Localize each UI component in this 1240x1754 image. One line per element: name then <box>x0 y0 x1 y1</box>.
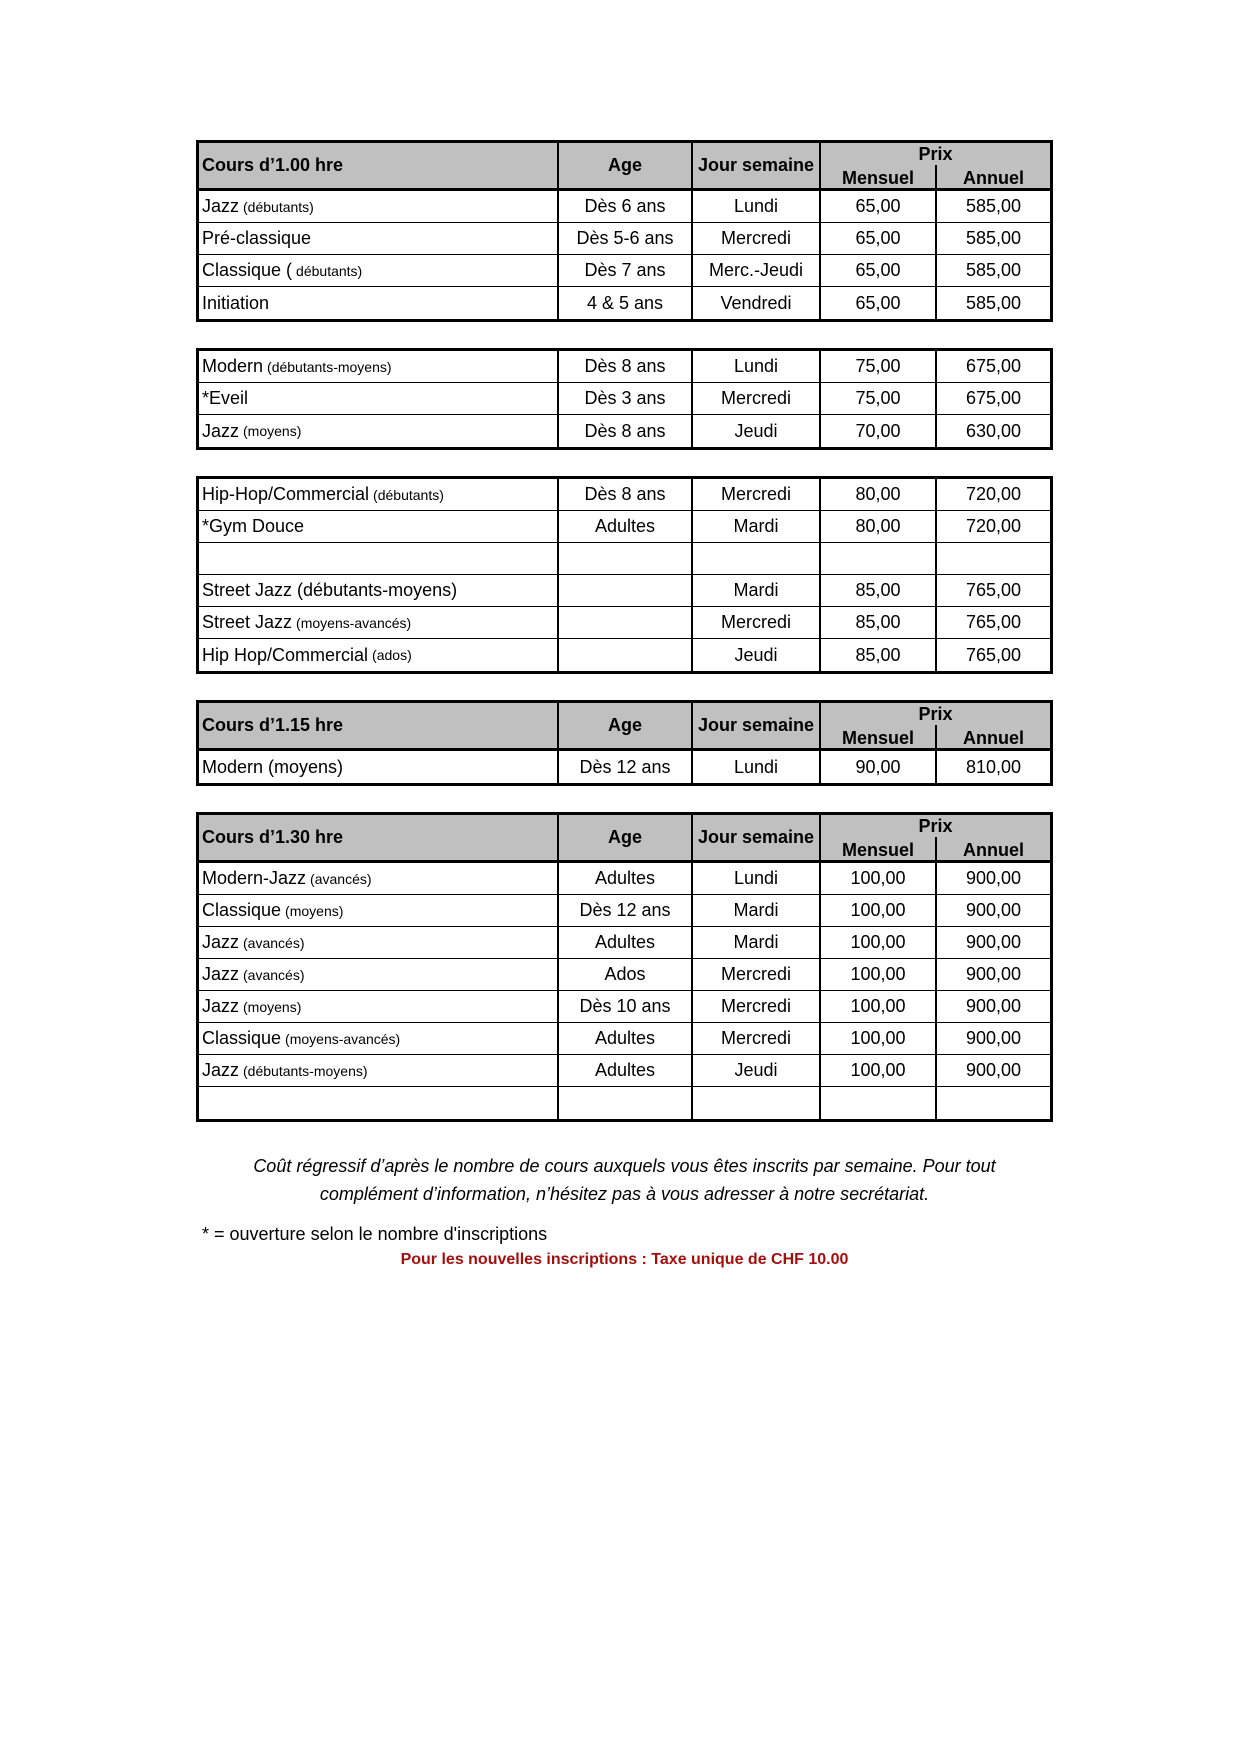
course-level: (ados) <box>372 647 412 663</box>
jour-header: Jour semaine <box>693 703 821 748</box>
table-row <box>199 607 1050 639</box>
course-level: (moyens) <box>285 902 344 919</box>
age-cell: Dès 10 ans <box>559 991 693 1022</box>
table-body <box>199 863 1050 1119</box>
jour-cell: Vendredi <box>693 287 821 319</box>
mensuel-cell: 75,00 <box>821 351 937 382</box>
course-name-cell <box>199 751 559 783</box>
age-header: Age <box>559 703 693 748</box>
annuel-cell: 900,00 <box>965 1028 1022 1048</box>
annuel-cell: 585,00 <box>965 292 1022 313</box>
course-name: Classique <box>202 1028 282 1048</box>
table-row <box>199 639 1050 671</box>
pricing-note-line-2: complément d’information, n’hésitez pas à vous adresser à notre secrétariat. <box>319 1184 930 1204</box>
mensuel-header: Mensuel <box>821 837 937 860</box>
prix-header <box>821 815 1050 860</box>
table-row <box>199 351 1050 383</box>
table-row <box>199 751 1050 783</box>
price-table-1h-group-2 <box>196 348 1053 450</box>
price-table-1h <box>196 140 1053 322</box>
course-level: (débutants-moyens) <box>243 1062 368 1079</box>
age-cell: Dès 12 ans <box>559 751 693 783</box>
table-row <box>199 191 1050 223</box>
table-row <box>199 991 1050 1023</box>
jour-cell: Mardi <box>693 895 821 926</box>
age-cell: Dès 6 ans <box>559 191 693 222</box>
course-header: Cours d’1.15 hre <box>199 703 559 748</box>
mensuel-header: Mensuel <box>821 725 937 748</box>
age-cell <box>559 639 693 671</box>
age-header: Age <box>559 143 693 188</box>
pricing-note <box>196 1152 1053 1208</box>
age-cell <box>559 543 693 574</box>
price-table-1h15 <box>196 700 1053 786</box>
table-row <box>199 959 1050 991</box>
mensuel-cell: 85,00 <box>821 607 937 638</box>
course-level: (débutants) <box>243 198 314 215</box>
table-header <box>199 815 1050 863</box>
table-row <box>199 575 1050 607</box>
price-table-1h-group-3 <box>196 476 1053 674</box>
course-level: (avancés) <box>310 870 372 887</box>
jour-header: Jour semaine <box>693 815 821 860</box>
prix-label: Prix <box>918 816 953 836</box>
table-row <box>199 383 1050 415</box>
mensuel-cell: 75,00 <box>821 383 937 414</box>
course-name-cell <box>199 479 559 510</box>
course-level: (moyens) <box>243 998 302 1015</box>
table-body-group-3 <box>199 479 1050 671</box>
annuel-cell: 675,00 <box>965 356 1022 376</box>
jour-cell: Jeudi <box>693 415 821 447</box>
mensuel-cell: 100,00 <box>821 927 937 958</box>
annuel-cell: 900,00 <box>965 1060 1022 1080</box>
course-name: Street Jazz (débutants-moyens) <box>202 580 458 600</box>
jour-cell: Mercredi <box>693 991 821 1022</box>
jour-cell: Mardi <box>693 511 821 542</box>
mensuel-cell: 80,00 <box>821 511 937 542</box>
course-name-cell <box>199 255 559 286</box>
age-cell <box>559 1087 693 1119</box>
jour-cell: Mercredi <box>693 223 821 254</box>
course-name: Hip Hop/Commercial <box>202 644 369 665</box>
table-body-group-2 <box>199 351 1050 447</box>
course-name-cell <box>199 191 559 222</box>
age-cell: Dès 8 ans <box>559 415 693 447</box>
annuel-cell: 765,00 <box>965 644 1022 665</box>
age-cell <box>559 607 693 638</box>
mensuel-cell: 100,00 <box>821 863 937 894</box>
jour-cell: Mercredi <box>693 479 821 510</box>
mensuel-cell: 100,00 <box>821 959 937 990</box>
table-row <box>199 863 1050 895</box>
jour-cell: Mardi <box>693 575 821 606</box>
course-level: (débutants) <box>373 486 444 503</box>
jour-cell: Jeudi <box>693 1055 821 1086</box>
age-cell: Dès 3 ans <box>559 383 693 414</box>
jour-header: Jour semaine <box>693 143 821 188</box>
table-body <box>199 751 1050 783</box>
age-cell: Adultes <box>559 927 693 958</box>
course-name: Jazz <box>202 1060 240 1080</box>
table-row <box>199 223 1050 255</box>
course-name-cell <box>199 287 559 319</box>
mensuel-cell: 100,00 <box>821 1055 937 1086</box>
pricing-note-line-1: Coût régressif d’après le nombre de cours auxquels vous êtes inscrits par semaine. Pour tout <box>253 1156 996 1176</box>
prix-header <box>821 143 1050 188</box>
mensuel-cell: 100,00 <box>821 895 937 926</box>
course-name-cell <box>199 415 559 447</box>
mensuel-cell: 65,00 <box>821 287 937 319</box>
course-name-cell <box>199 543 559 574</box>
prix-label: Prix <box>918 144 953 164</box>
table-header <box>199 143 1050 191</box>
age-cell: Adultes <box>559 863 693 894</box>
course-name: Jazz <box>202 932 240 952</box>
course-name-cell <box>199 639 559 671</box>
jour-cell: Jeudi <box>693 639 821 671</box>
course-level: (débutants-moyens) <box>267 358 392 375</box>
course-name-cell <box>199 575 559 606</box>
course-name: *Gym Douce <box>202 516 305 536</box>
mensuel-cell: 80,00 <box>821 479 937 510</box>
jour-cell: Lundi <box>693 863 821 894</box>
annuel-cell: 630,00 <box>965 420 1022 441</box>
course-name: Classique ( <box>202 260 293 280</box>
table-header <box>199 703 1050 751</box>
course-level: (moyens-avancés) <box>285 1030 401 1047</box>
table-row <box>199 255 1050 287</box>
course-name-cell <box>199 607 559 638</box>
mensuel-cell: 85,00 <box>821 575 937 606</box>
prix-header <box>821 703 1050 748</box>
course-name: Initiation <box>202 292 270 313</box>
course-name-cell <box>199 895 559 926</box>
table-row <box>199 927 1050 959</box>
asterisk-note: * = ouverture selon le nombre d'inscriptions <box>202 1224 548 1244</box>
age-cell <box>559 575 693 606</box>
annuel-cell <box>937 543 1050 574</box>
jour-cell <box>693 543 821 574</box>
course-level: (avancés) <box>243 966 305 983</box>
mensuel-cell: 100,00 <box>821 991 937 1022</box>
course-name: Jazz <box>202 196 240 216</box>
course-name-cell <box>199 511 559 542</box>
age-cell: Dès 12 ans <box>559 895 693 926</box>
mensuel-cell: 85,00 <box>821 639 937 671</box>
table-row <box>199 1055 1050 1087</box>
jour-cell: Mercredi <box>693 383 821 414</box>
age-header: Age <box>559 815 693 860</box>
course-name: Modern-Jazz <box>202 868 307 888</box>
table-row <box>199 511 1050 543</box>
prix-label: Prix <box>918 704 953 724</box>
price-table-1h30 <box>196 812 1053 1122</box>
jour-cell: Lundi <box>693 191 821 222</box>
age-cell: Adultes <box>559 511 693 542</box>
mensuel-cell <box>821 1087 937 1119</box>
mensuel-cell: 65,00 <box>821 191 937 222</box>
course-level: (avancés) <box>243 934 305 951</box>
course-name: *Eveil <box>202 388 249 408</box>
course-name: Pré-classique <box>202 228 312 248</box>
course-level: (moyens-avancés) <box>296 614 412 631</box>
age-cell: Ados <box>559 959 693 990</box>
course-header: Cours d’1.00 hre <box>199 143 559 188</box>
age-cell: Dès 8 ans <box>559 479 693 510</box>
course-name-cell <box>199 863 559 894</box>
table-row <box>199 1087 1050 1119</box>
age-cell: Adultes <box>559 1023 693 1054</box>
course-name-cell <box>199 959 559 990</box>
course-name: Jazz <box>202 420 240 441</box>
annuel-cell: 900,00 <box>965 868 1022 888</box>
annuel-cell: 720,00 <box>965 516 1022 536</box>
course-name: Street Jazz <box>202 612 293 632</box>
annuel-header: Annuel <box>963 168 1024 188</box>
table-row <box>199 1023 1050 1055</box>
table-row <box>199 895 1050 927</box>
course-name-cell <box>199 1087 559 1119</box>
age-cell: Dès 5-6 ans <box>559 223 693 254</box>
jour-cell: Lundi <box>693 751 821 783</box>
jour-cell: Lundi <box>693 351 821 382</box>
jour-cell: Mercredi <box>693 607 821 638</box>
registration-fee-note: Pour les nouvelles inscriptions : Taxe unique de CHF 10.00 <box>400 1251 849 1268</box>
course-name-cell <box>199 383 559 414</box>
annuel-cell: 810,00 <box>965 756 1022 777</box>
course-name: Hip-Hop/Commercial <box>202 484 370 504</box>
age-cell: Dès 7 ans <box>559 255 693 286</box>
jour-cell <box>693 1087 821 1119</box>
annuel-cell: 585,00 <box>965 228 1022 248</box>
jour-cell: Mercredi <box>693 959 821 990</box>
annuel-cell <box>937 1087 1050 1119</box>
mensuel-cell: 70,00 <box>821 415 937 447</box>
mensuel-cell: 65,00 <box>821 255 937 286</box>
annuel-header: Annuel <box>963 728 1024 748</box>
annuel-cell: 765,00 <box>965 612 1022 632</box>
mensuel-cell <box>821 543 937 574</box>
course-name: Classique <box>202 900 282 920</box>
mensuel-cell: 65,00 <box>821 223 937 254</box>
course-name: Jazz <box>202 996 240 1016</box>
table-row <box>199 287 1050 319</box>
age-cell: 4 & 5 ans <box>559 287 693 319</box>
annuel-cell: 675,00 <box>965 388 1022 408</box>
jour-cell: Mardi <box>693 927 821 958</box>
course-header: Cours d’1.30 hre <box>199 815 559 860</box>
course-name-cell <box>199 351 559 382</box>
table-row <box>199 479 1050 511</box>
annuel-cell: 900,00 <box>965 932 1022 952</box>
age-cell: Adultes <box>559 1055 693 1086</box>
annuel-cell: 900,00 <box>965 996 1022 1016</box>
course-name-cell <box>199 991 559 1022</box>
table-row <box>199 415 1050 447</box>
age-cell: Dès 8 ans <box>559 351 693 382</box>
course-name: Modern <box>202 356 264 376</box>
mensuel-cell: 100,00 <box>821 1023 937 1054</box>
annuel-header: Annuel <box>963 840 1024 860</box>
course-name-cell <box>199 223 559 254</box>
annuel-cell: 720,00 <box>965 484 1022 504</box>
annuel-cell: 585,00 <box>965 196 1022 216</box>
course-name-cell <box>199 927 559 958</box>
jour-cell: Merc.-Jeudi <box>693 255 821 286</box>
annuel-cell: 900,00 <box>965 964 1022 984</box>
mensuel-cell: 90,00 <box>821 751 937 783</box>
table-row <box>199 543 1050 575</box>
mensuel-header: Mensuel <box>821 165 937 188</box>
table-body-group-1 <box>199 191 1050 319</box>
course-level: (moyens) <box>243 423 302 439</box>
course-level: débutants) <box>296 262 363 279</box>
annuel-cell: 765,00 <box>965 580 1022 600</box>
course-name-cell <box>199 1023 559 1054</box>
course-name: Jazz <box>202 964 240 984</box>
annuel-cell: 585,00 <box>965 260 1022 280</box>
course-name-cell <box>199 1055 559 1086</box>
course-name: Modern (moyens) <box>202 756 344 777</box>
annuel-cell: 900,00 <box>965 900 1022 920</box>
jour-cell: Mercredi <box>693 1023 821 1054</box>
